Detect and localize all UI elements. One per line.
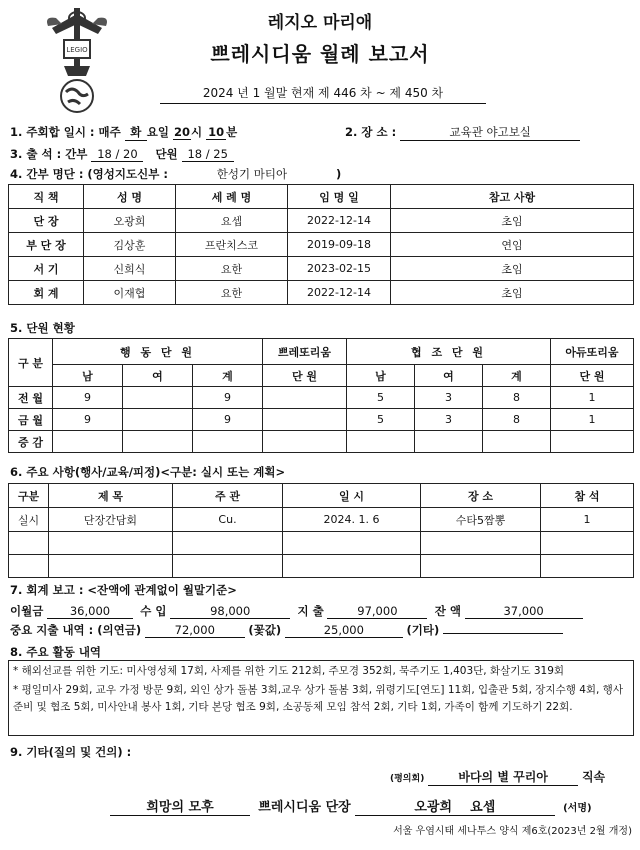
- event-cell: 1: [541, 508, 634, 532]
- place-line: 2. 장 소 : 교육관 야고보실: [345, 124, 580, 141]
- members-cell: [551, 431, 634, 453]
- parent-council: 바다의 별 꾸리아: [428, 768, 578, 786]
- members-row-label: 전 월: [9, 387, 53, 409]
- table-row: [9, 257, 634, 281]
- members-cell: [193, 431, 263, 453]
- members-cell: 8: [483, 387, 551, 409]
- table-row: [9, 233, 634, 257]
- officer-name: 김상훈: [84, 233, 176, 257]
- members-cell: 5: [347, 409, 415, 431]
- org-name: 레지오 마리애: [267, 13, 373, 33]
- attendance-officers: 18 / 20: [91, 147, 143, 162]
- finance-balance: 37,000: [465, 604, 583, 619]
- members-cell: [263, 431, 347, 453]
- officer-date: 2022-12-14: [288, 209, 391, 233]
- signature-line: 희망의 모후 쁘레시디움 단장 오광희 요셉 (서명): [110, 796, 592, 816]
- members-header-ppre: 쁘레또리움: [263, 339, 347, 365]
- officer-role: 회 계: [9, 281, 84, 305]
- activities-line-1: * 해외선교를 위한 기도: 미사영성체 17회, 사제를 위한 기도 212회, 주모경 352회, 묵주기도 1,403단, 화살기도 319회: [13, 665, 565, 677]
- president-name: 오광희 요셉: [355, 796, 555, 816]
- officer-date: 2022-12-14: [288, 281, 391, 305]
- members-cell: [123, 409, 193, 431]
- parent-council-line: (평의회) 바다의 별 꾸리아 직속: [390, 770, 606, 784]
- activities-label: 8. 주요 활동 내역: [10, 645, 102, 659]
- members-header-active: 행 동 단 원: [53, 339, 263, 365]
- members-cell: 1: [551, 387, 634, 409]
- officer-role: 서 기: [9, 257, 84, 281]
- officers-header: 직 책: [9, 185, 84, 209]
- members-cell: 3: [415, 409, 483, 431]
- report-title: 쁘레시디움 월례 보고서: [210, 42, 430, 66]
- table-row: [9, 387, 634, 409]
- events-header: 제 목: [49, 484, 173, 508]
- members-sub-header: 단 원: [551, 365, 634, 387]
- officers-header: 임 명 일: [288, 185, 391, 209]
- finance-expense: 97,000: [327, 604, 427, 619]
- officer-name: 오광희: [84, 209, 176, 233]
- event-cell: 2024. 1. 6: [283, 508, 421, 532]
- officer-baptismal: 요한: [176, 257, 288, 281]
- officer-baptismal: 요한: [176, 281, 288, 305]
- events-header: 참 석: [541, 484, 634, 508]
- finance-line: 이월금 36,000 수 입 98,000 지 출 97,000 잔 액 37,000: [10, 603, 583, 619]
- members-sub-header: 여: [123, 365, 193, 387]
- activities-line-2: * 평일미사 29회, 교우 가정 방문 9회, 외인 상가 돌봄 3회,교우 상가 돌봄 3회, 위령기도[연도] 11회, 입출관 5회, 장지수행 4회, 행사준비 및 협조 5회, 미사안내 봉사 1회, 기타 본당 협조 9회, 소공동체 모임 참석 2회, 기타 1회, 가족이 함께 기도하기 22회.: [13, 684, 623, 713]
- svg-text:LEGIO: LEGIO: [66, 46, 88, 54]
- members-cell: [123, 431, 193, 453]
- officers-label: 4. 간부 명단 : (영성지도신부 : 한성기 마티아 ): [10, 167, 342, 181]
- finance-other: [443, 633, 563, 634]
- members-cell: [53, 431, 123, 453]
- members-header-gubun: 구 분: [9, 339, 53, 387]
- members-cell: 5: [347, 387, 415, 409]
- officer-note: 초임: [391, 209, 634, 233]
- events-label: 6. 주요 사항(행사/교육/피정)<구분: 실시 또는 계획>: [10, 465, 286, 479]
- events-header: 장 소: [421, 484, 541, 508]
- members-sub-header: 남: [347, 365, 415, 387]
- members-cell: [123, 387, 193, 409]
- members-row-label: 증 감: [9, 431, 53, 453]
- table-row: [9, 409, 634, 431]
- members-cell: 9: [193, 387, 263, 409]
- finance-income: 98,000: [170, 604, 290, 619]
- events-table: [8, 483, 634, 578]
- meeting-day: 화: [125, 124, 147, 141]
- table-row: [9, 281, 634, 305]
- form-note: 서울 우염시태 세나투스 양식 제6호(2023년 2월 개정): [393, 826, 632, 837]
- members-sub-header: 계: [193, 365, 263, 387]
- event-cell: 수타5짬뽕: [421, 508, 541, 532]
- meeting-minute: 10: [208, 125, 225, 139]
- events-header: 일 시: [283, 484, 421, 508]
- meeting-place: 교육관 야고보실: [400, 124, 580, 141]
- members-cell: [483, 431, 551, 453]
- members-label: 5. 단원 현황: [10, 321, 75, 335]
- events-header: 구분: [9, 484, 49, 508]
- members-cell: 1: [551, 409, 634, 431]
- attendance-members: 18 / 25: [182, 147, 234, 162]
- officer-baptismal: 요셉: [176, 209, 288, 233]
- members-cell: [263, 387, 347, 409]
- members-header-adju: 아듀또리움: [551, 339, 634, 365]
- members-cell: [347, 431, 415, 453]
- period-line: 2024 년 1 월말 현재 제 446 차 ~ 제 450 차: [160, 84, 486, 104]
- finance-carry: 36,000: [47, 604, 133, 619]
- officer-role: 단 장: [9, 209, 84, 233]
- event-cell: 단장간담회: [49, 508, 173, 532]
- officers-header: 참고 사항: [391, 185, 634, 209]
- event-cell: Cu.: [173, 508, 283, 532]
- officer-note: 초임: [391, 281, 634, 305]
- members-cell: 8: [483, 409, 551, 431]
- members-sub-header: 여: [415, 365, 483, 387]
- finance-label: 7. 회계 보고 : <잔액에 관계없이 월말기준>: [10, 583, 237, 597]
- members-cell: 9: [193, 409, 263, 431]
- finance-detail-line: 중요 지출 내역 : (의연금) 72,000 (꽃값) 25,000 (기타): [10, 622, 563, 638]
- members-header-aux: 협 조 단 원: [347, 339, 551, 365]
- members-row-label: 금 월: [9, 409, 53, 431]
- members-cell: 9: [53, 409, 123, 431]
- officers-header: 세 례 명: [176, 185, 288, 209]
- spiritual-director: 한성기 마티아: [216, 167, 288, 181]
- meeting-hour: 20: [173, 125, 190, 139]
- members-cell: 9: [53, 387, 123, 409]
- table-row: [9, 555, 634, 578]
- attendance-line: 3. 출 석 : 간부 18 / 20 단원 18 / 25: [10, 146, 234, 162]
- officers-header: 성 명: [84, 185, 176, 209]
- table-row: [9, 532, 634, 555]
- other-label: 9. 기타(질의 및 건의) :: [10, 745, 132, 759]
- finance-flowers: 25,000: [285, 623, 403, 638]
- table-row: [9, 209, 634, 233]
- officer-note: 초임: [391, 257, 634, 281]
- members-cell: 3: [415, 387, 483, 409]
- officer-date: 2019-09-18: [288, 233, 391, 257]
- officer-date: 2023-02-15: [288, 257, 391, 281]
- members-cell: [263, 409, 347, 431]
- officer-name: 이재협: [84, 281, 176, 305]
- activities-box: [8, 660, 634, 736]
- officer-name: 신희식: [84, 257, 176, 281]
- event-cell: 실시: [9, 508, 49, 532]
- officer-note: 연임: [391, 233, 634, 257]
- meeting-line: 1. 주회합 일시 : 매주 화 요일 20시 10 분: [10, 125, 238, 139]
- officer-baptismal: 프란치스코: [176, 233, 288, 257]
- events-header: 주 관: [173, 484, 283, 508]
- members-table: [8, 338, 634, 453]
- table-row: [9, 431, 634, 453]
- members-sub-header: 남: [53, 365, 123, 387]
- members-cell: [415, 431, 483, 453]
- table-row: [9, 508, 634, 532]
- finance-donation: 72,000: [145, 623, 245, 638]
- praesidium-name: 희망의 모후: [110, 796, 250, 816]
- members-sub-header: 단 원: [263, 365, 347, 387]
- officer-role: 부 단 장: [9, 233, 84, 257]
- officers-table: [8, 184, 634, 305]
- members-sub-header: 계: [483, 365, 551, 387]
